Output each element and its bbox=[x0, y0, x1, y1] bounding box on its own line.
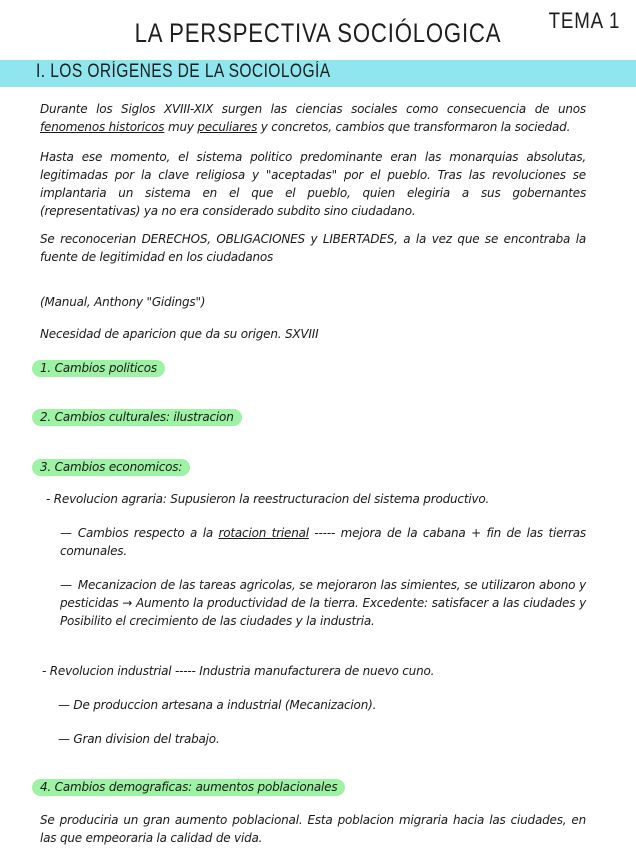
highlight-political-changes: 1. Cambios politicos bbox=[32, 360, 165, 377]
industrial-revolution: - Revolucion industrial ----- Industria manufacturera de nuevo cuno. bbox=[42, 664, 435, 678]
intro-text-mid: muy bbox=[164, 120, 198, 134]
paragraph-intro bbox=[40, 100, 586, 136]
highlight-economic-changes: 3. Cambios economicos: bbox=[32, 459, 190, 476]
underlined-phenomena: fenomenos historicos bbox=[40, 120, 165, 134]
underlined-crop-rotation: rotacion trienal bbox=[218, 526, 309, 540]
intro-text-start: Durante los Siglos XVIII-XIX surgen las ciencias sociales como consecuencia de unos bbox=[40, 102, 586, 116]
list-item-mechanization bbox=[60, 576, 586, 630]
paragraph-political-system: Hasta ese momento, el sistema politico predominante eran las monarquias absolutas, legitimadas por la clave religiosa y "aceptadas" por el pueblo. Tras las revoluciones se implantaria un sistema en el que el pueblo, quien elegiria a sus gobernantes (representativas) ya no era considerado subdito sino ciudadano. bbox=[40, 150, 586, 218]
highlight-demographic-changes: 4. Cambios demograficas: aumentos poblacionales bbox=[32, 779, 345, 796]
paragraph-origin-need: Necesidad de aparicion que da su origen. SXVIII bbox=[40, 327, 319, 341]
dash-bullet: — bbox=[60, 526, 72, 540]
mechanization-text-start: Mecanizacion de las tareas agricolas, se mejoraron las simientes, se utilizaron abono y pesticidas bbox=[60, 578, 586, 610]
crop-rotation-text-end: ----- mejora de la cabana + fin de las tierras comunales. bbox=[60, 526, 586, 558]
list-item-division-of-labor: — Gran division del trabajo. bbox=[58, 732, 220, 746]
page-title: LA PERSPECTIVA SOCIÓLOGICA bbox=[134, 18, 502, 48]
topic-number: TEMA 1 bbox=[548, 8, 620, 33]
crop-rotation-text-start: Cambios respecto a la bbox=[77, 526, 219, 540]
underlined-peculiar: peculiares bbox=[197, 120, 258, 134]
paragraph-demographic: Se produciria un gran aumento poblacional. Esta poblacion migraria hacia las ciudades, en las que empeoraria la calidad de vida. bbox=[40, 813, 586, 845]
mechanization-text-end: Aumento la productividad de la tierra. Excedente: satisfacer a las ciudades y Posibilito el crecimiento de las ciudades y la industria. bbox=[60, 596, 587, 628]
list-item-crop-rotation bbox=[60, 524, 586, 560]
intro-text-end: y concretos, cambios que transformaron la sociedad. bbox=[257, 120, 571, 134]
list-item-artisan-to-industrial: — De produccion artesana a industrial (Mecanizacion). bbox=[58, 698, 377, 712]
highlight-cultural-changes: 2. Cambios culturales: ilustracion bbox=[32, 409, 242, 426]
section-heading: I. LOS ORÍGENES DE LA SOCIOLOGÍA bbox=[36, 61, 331, 82]
paragraph-manual-reference: (Manual, Anthony "Gidings") bbox=[40, 295, 206, 309]
paragraph-rights: Se reconocerian DERECHOS, OBLIGACIONES y LIBERTADES, a la vez que se encontraba la fuente de legitimidad en los ciudadanos bbox=[40, 232, 586, 264]
dash-bullet: — bbox=[60, 578, 72, 592]
right-arrow-icon: → bbox=[122, 596, 133, 610]
agrarian-revolution: - Revolucion agraria: Supusieron la reestructuracion del sistema productivo. bbox=[46, 492, 490, 506]
